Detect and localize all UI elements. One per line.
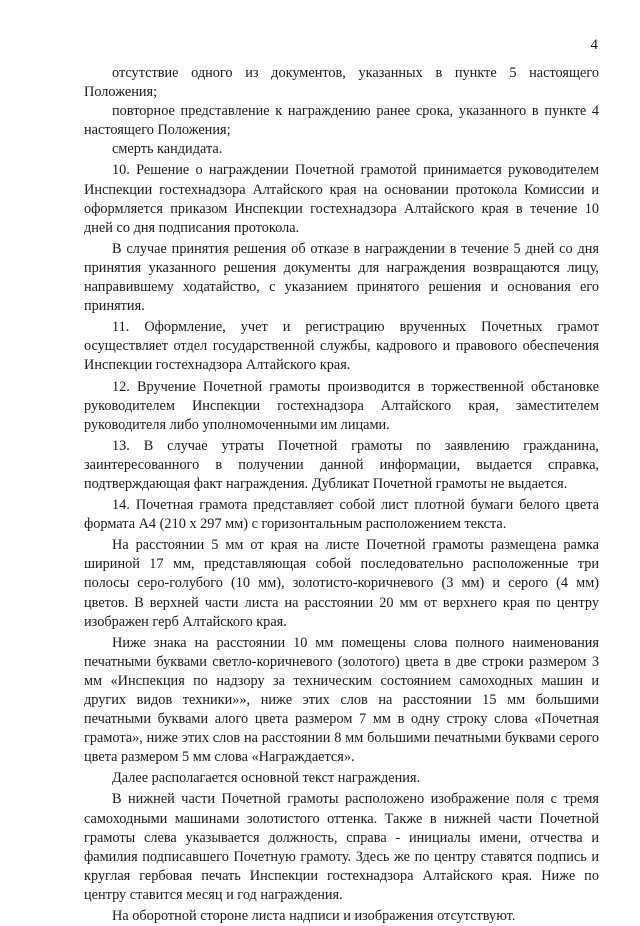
paragraph-reverse-side: На оборотной стороне листа надписи и изображения отсутствуют. [112, 908, 516, 925]
paragraph-candidate-death: смерть кандидата. [112, 141, 223, 158]
paragraph-item-11: 11. Оформление, учет и регистрацию врученных Почетных грамот осуществляет отдел государственной службы, кадрового и правового обеспечения Инспекции гостехнадзора Алтайского края. [84, 319, 599, 374]
paragraph-item-10: 10. Решение о награждении Почетной грамотой принимается руководителем Инспекции гостехнадзора Алтайского края на основании протокола Комиссии и оформляется приказом Инспекции гостехнадзора Алтайского края в течение 10 дней со дня подписания протокола. [84, 162, 599, 236]
paragraph-missing-documents: отсутствие одного из документов, указанных в пункте 5 настоящего Положения; [84, 65, 599, 101]
paragraph-repeat-nomination: повторное представление к награждению ранее срока, указанного в пункте 4 настоящего Положения; [84, 103, 599, 139]
paragraph-frame-description: На расстоянии 5 мм от края на листе Почетной грамоты размещена рамка шириной 17 мм, представляющая собой последовательно расположенные три полосы серо-голубого (10 мм), золотисто-коричневого (3 мм) и серого (4 мм) цветов. В верхней части листа на расстоянии 20 мм от верхнего края по центру изображен герб Алтайского края. [84, 537, 599, 630]
page-number: 4 [590, 37, 598, 53]
paragraph-item-14: 14. Почетная грамота представляет собой лист плотной бумаги белого цвета формата А4 (210 х 297 мм) с горизонтальным расположением текста. [84, 497, 599, 533]
document-body [84, 64, 599, 926]
paragraph-main-text: Далее располагается основной текст награждения. [112, 770, 421, 787]
paragraph-refusal: В случае принятия решения об отказе в награждении в течение 5 дней со дня принятия указанного решения документы для награждения возвращаются лицу, направившему ходатайство, с указанием принятого решения и основания его принятия. [84, 240, 599, 315]
paragraph-lettering-description: Ниже знака на расстоянии 10 мм помещены слова полного наименования печатными буквами светло-коричневого (золотого) цвета в две строки размером 3 мм «Инспекция по надзору за техническим состоянием самоходных машин и других видов техники»», ниже этих слов на расстоянии 15 мм большими печатными буквами алого цвета размером 7 мм в одну строку слова «Почетная грамота», ниже этих слов на расстоянии 8 мм большими печатными буквами серого цвета размером 5 мм слова «Награждается». [84, 634, 599, 766]
paragraph-item-13: 13. В случае утраты Почетной грамоты по заявлению гражданина, заинтересованного в получении данной информации, выдается справка, подтверждающая факт награждения. Дубликат Почетной грамоты не выдается. [84, 437, 599, 492]
paragraph-item-12: 12. Вручение Почетной грамоты производится в торжественной обстановке руководителем Инспекции гостехнадзора Алтайского края, заместителем руководителя либо уполномоченными им лицами. [84, 378, 599, 433]
paragraph-bottom-part: В нижней части Почетной грамоты расположено изображение поля с тремя самоходными машинами золотистого оттенка. Также в нижней части Почетной грамоты слева указывается должность, справа - инициалы имени, отчества и фамилия подписавшего Почетную грамоту. Здесь же по центру ставятся подпись и круглая гербовая печать Инспекции гостехнадзора Алтайского края. Ниже по центру ставится месяц и год награждения. [84, 791, 599, 903]
